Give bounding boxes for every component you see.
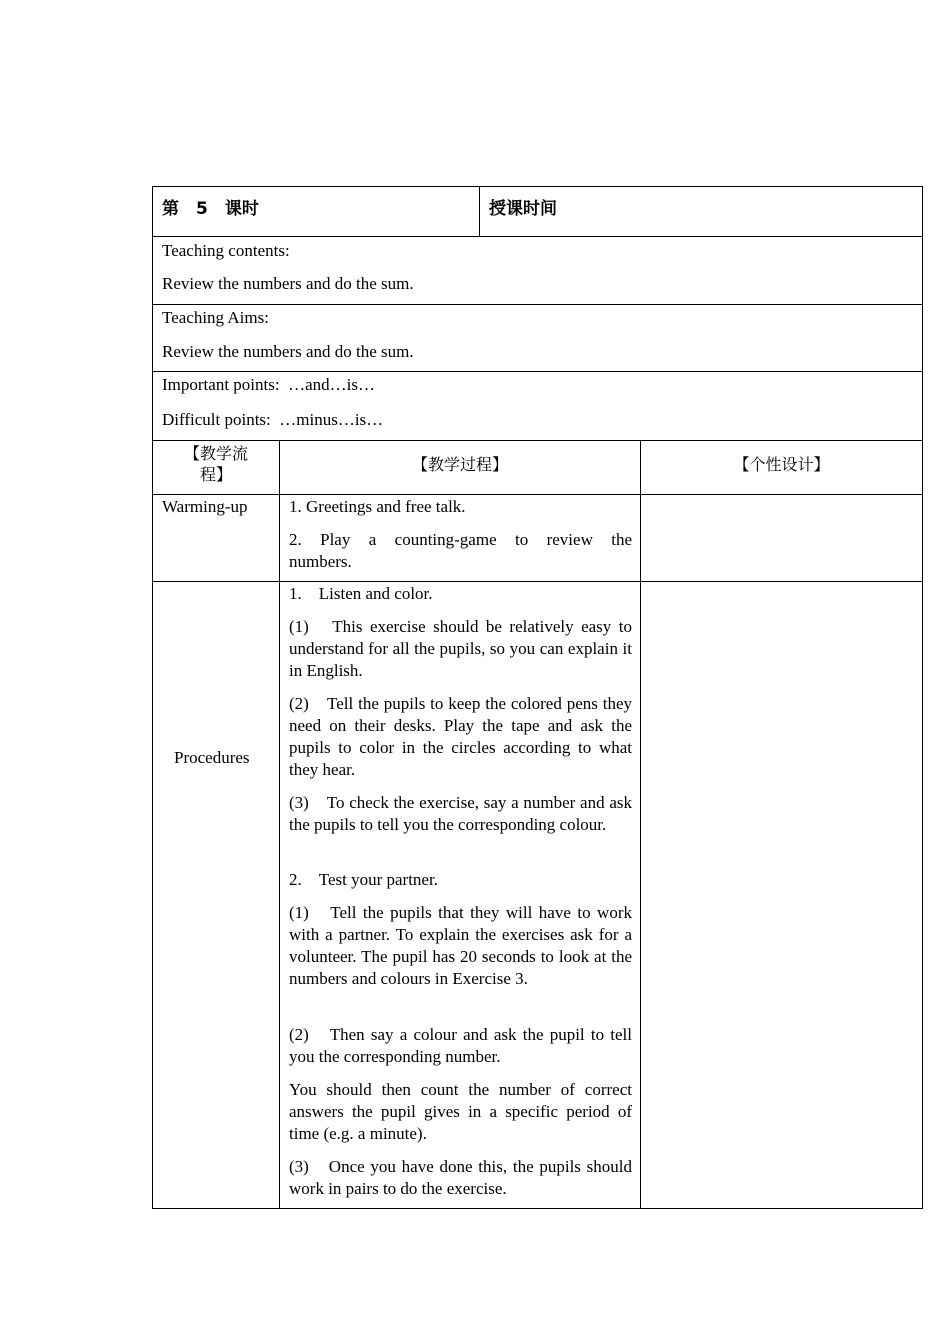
table-border-top	[152, 186, 923, 187]
teaching-aims-label: Teaching Aims:	[162, 308, 269, 327]
procedure-item: (2) Then say a colour and ask the pupil to tell you the corresponding number.	[289, 1025, 632, 1066]
row-divider	[152, 494, 923, 495]
row-divider	[152, 581, 923, 582]
procedure-item: 1. Listen and color.	[289, 584, 433, 603]
row-divider	[152, 304, 923, 305]
procedure-item: (1) Tell the pupils that they will have to work with a partner. To explain the exercises ask for a volunteer. The pupil has 20 seconds to look at the numbers and colours in Exercise 3.	[289, 903, 632, 988]
procedures-stage: Procedures	[174, 748, 250, 767]
table-border-bottom	[152, 1208, 923, 1209]
col-divider-1	[279, 440, 280, 1209]
flow-column-header	[153, 443, 279, 485]
lesson-number-label: 第 5 课时	[162, 199, 259, 219]
procedure-item: (2) Tell the pupils to keep the colored pens they need on their desks. Play the tape and ask the pupils to color in the circles according to what they hear.	[289, 694, 632, 779]
procedure-item: You should then count the number of correct answers the pupil gives in a specific period of time (e.g. a minute).	[289, 1080, 632, 1143]
warming-up-stage: Warming-up	[162, 497, 248, 516]
procedure-item: (3) Once you have done this, the pupils should work in pairs to do the exercise.	[289, 1157, 632, 1198]
header-col-divider	[479, 186, 480, 237]
warming-item: 2. Play a counting-game to review the numbers.	[289, 530, 632, 571]
flow-header-line1: 【教学流	[183, 444, 248, 463]
flow-header-line2: 程】	[199, 465, 232, 484]
row-divider	[152, 371, 923, 372]
process-column-header: 【教学过程】	[411, 455, 508, 474]
design-column-header: 【个性设计】	[733, 455, 830, 474]
warming-item: 1. Greetings and free talk.	[289, 497, 466, 516]
procedure-item: (1) This exercise should be relatively easy to understand for all the pupils, so you can explain it in English.	[289, 617, 632, 680]
teaching-aims-text: Review the numbers and do the sum.	[162, 342, 414, 361]
row-divider	[152, 236, 923, 237]
difficult-points: Difficult points: …minus…is…	[162, 410, 384, 429]
class-time-label: 授课时间	[489, 199, 557, 219]
col-divider-2	[640, 440, 641, 1209]
procedure-item: (3) To check the exercise, say a number and ask the pupils to tell you the corresponding colour.	[289, 793, 632, 834]
row-divider	[152, 440, 923, 441]
important-points: Important points: …and…is…	[162, 375, 375, 394]
table-border-right	[922, 186, 923, 1209]
table-border-left	[152, 186, 153, 1209]
teaching-contents-text: Review the numbers and do the sum.	[162, 274, 414, 293]
teaching-contents-label: Teaching contents:	[162, 241, 290, 260]
procedure-item: 2. Test your partner.	[289, 870, 438, 889]
